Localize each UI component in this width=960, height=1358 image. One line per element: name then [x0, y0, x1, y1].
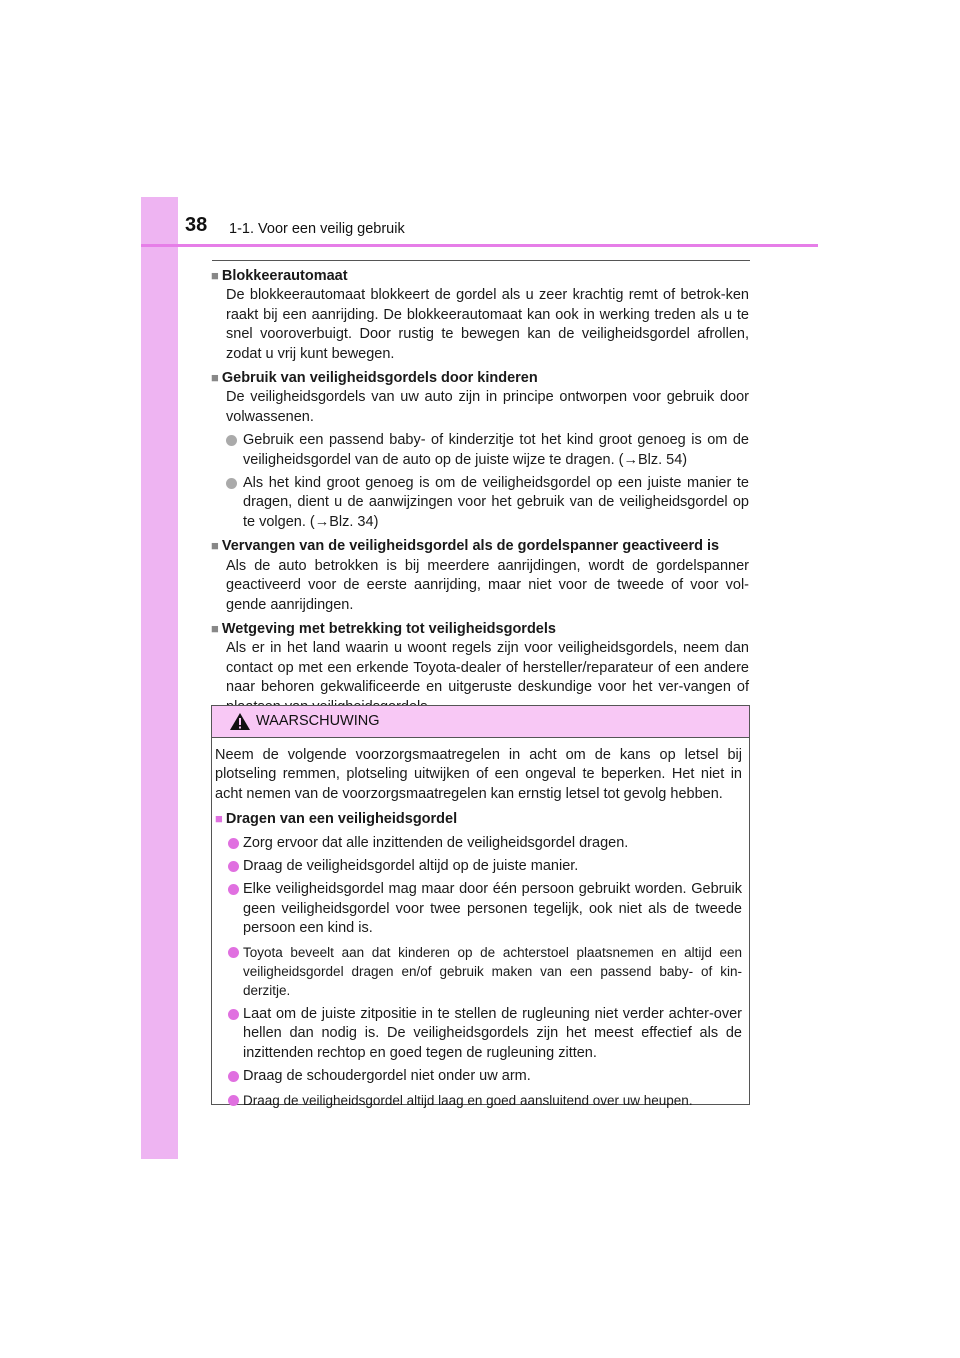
section-paragraph: Als de auto betrokken is bij meerdere aanrijdingen, wordt de gordelspanner geactiveerd voor de eerste aanrijding, maar niet voor de tweede of voor vol-gende aanrijdingen. [226, 557, 749, 613]
warning-item-text: Draag de veiligheidsgordel altijd laag en goed aansluitend over uw heupen. [243, 1092, 693, 1108]
circle-bullet-icon [226, 478, 237, 489]
section-blokkeerautomaat [211, 266, 749, 364]
warning-item-text: Elke veiligheidsgordel mag maar door één persoon gebruikt worden. Gebruik geen veiligheidsgordel voor twee personen tegelijk, ook niet als de tweede persoon een kind is. [243, 881, 742, 937]
header-rule [141, 244, 818, 247]
main-content [211, 266, 749, 721]
section-heading: Blokkeerautomaat [221, 268, 348, 284]
square-icon: ■ [211, 370, 219, 386]
section-wetgeving [211, 619, 749, 717]
warning-triangle-icon [229, 712, 251, 731]
circle-bullet-icon [228, 1095, 239, 1106]
warning-item [215, 880, 742, 938]
warning-item-text: Toyota beveelt aan dat kinderen op de achterstoel plaatsnemen en altijd een veiligheidsgordel dragen en/of gebruik maken van een passend baby- of kin-derzitje. [243, 944, 742, 999]
warning-item [215, 834, 742, 853]
warning-item [215, 1067, 742, 1086]
section-heading: Wetgeving met betrekking tot veiligheidsgordels [221, 620, 556, 637]
section-paragraph: Als er in het land waarin u woont regels zijn voor veiligheidsgordels, neem dan contact op met een erkende Toyota-dealer of hersteller/reparateur of een andere naar behoren gekwalificeerde en uitgeruste deskundige voor het ver-vangen of [226, 640, 749, 696]
circle-bullet-icon [228, 884, 239, 895]
list-item [211, 431, 749, 470]
square-icon: ■ [211, 268, 219, 283]
warning-item [215, 857, 742, 876]
warning-item-text: Draag de schoudergordel niet onder uw arm. [243, 1068, 531, 1085]
section-title: 1-1. Voor een veilig gebruik [229, 221, 405, 237]
page-sidebar-tab [141, 197, 178, 1159]
warning-item [215, 943, 742, 1001]
warning-heading: Dragen van een veiligheidsgordel [225, 811, 458, 828]
list-item-text: Gebruik een passend baby- of kinderzitje tot het kind groot genoeg is om de veiligheidsgordel van de auto op de juiste wijze te dragen. (→Blz. 54) [243, 432, 749, 468]
warning-item-text: Zorg ervoor dat alle inzittenden de veiligheidsgordel dragen. [243, 834, 629, 851]
list-item-text: Als het kind groot genoeg is om de veiligheidsgordel op een juiste manier te dragen, dient u de aanwijzingen voor het gebruik van de veiligheidsgordel op te volgen. (→Blz. 34) [243, 475, 749, 530]
warning-title: WAARSCHUWING [256, 713, 380, 729]
warning-header [212, 706, 749, 738]
square-icon: ■ [215, 811, 223, 827]
section-heading: Gebruik van veiligheidsgordels door kinderen [221, 370, 538, 387]
warning-body [212, 738, 749, 1110]
warning-item-text: Laat om de juiste zitpositie in te stellen de rugleuning niet verder achter-over hellen dan nodig is. De veiligheidsgordels zijn het meest effectief als de inzittenden rechtop en goed tegen de rugleuning zitten. [243, 1005, 742, 1061]
square-icon: ■ [211, 620, 219, 636]
warning-item [215, 1005, 742, 1063]
square-icon: ■ [211, 538, 219, 554]
circle-bullet-icon [228, 1071, 239, 1082]
circle-bullet-icon [228, 1009, 239, 1020]
page-number: 38 [185, 214, 208, 236]
section-paragraph: De blokkeerautomaat blokkeert de gordel als u zeer krachtig remt of betrok-ken raakt bij een aanrijding. De blokkeerautomaat kan ook in werking treden als u te snel vooroverbuigt. Door rustig te bewegen kan de veiligheidsgordel afrollen, zodat u vrij kunt bewegen. [226, 287, 749, 362]
circle-bullet-icon [228, 947, 239, 958]
circle-bullet-icon [228, 838, 239, 849]
content-divider [212, 260, 750, 261]
circle-bullet-icon [226, 435, 237, 446]
circle-bullet-icon [228, 861, 239, 872]
warning-box [211, 705, 750, 1108]
section-vervangen [211, 536, 749, 615]
warning-item-text: Draag de veiligheidsgordel altijd op de juiste manier. [243, 858, 579, 875]
section-paragraph: De veiligheidsgordels van uw auto zijn in principe ontworpen voor gebruik door volwassenen. [226, 389, 749, 425]
section-kinderen [211, 368, 749, 532]
warning-intro: Neem de volgende voorzorgsmaatregelen in acht om de kans op letsel bij plotseling remmen, plotseling uitwijken of een ongeval te beperken. Het niet in acht nemen van de voorzorgsmaatregelen kan ernstig letsel tot gevolg hebben. [215, 747, 742, 802]
warning-item [215, 1091, 742, 1110]
section-heading: Vervangen van de veiligheidsgordel als de gordelspanner geactiveerd is [221, 538, 720, 555]
list-item [211, 474, 749, 532]
